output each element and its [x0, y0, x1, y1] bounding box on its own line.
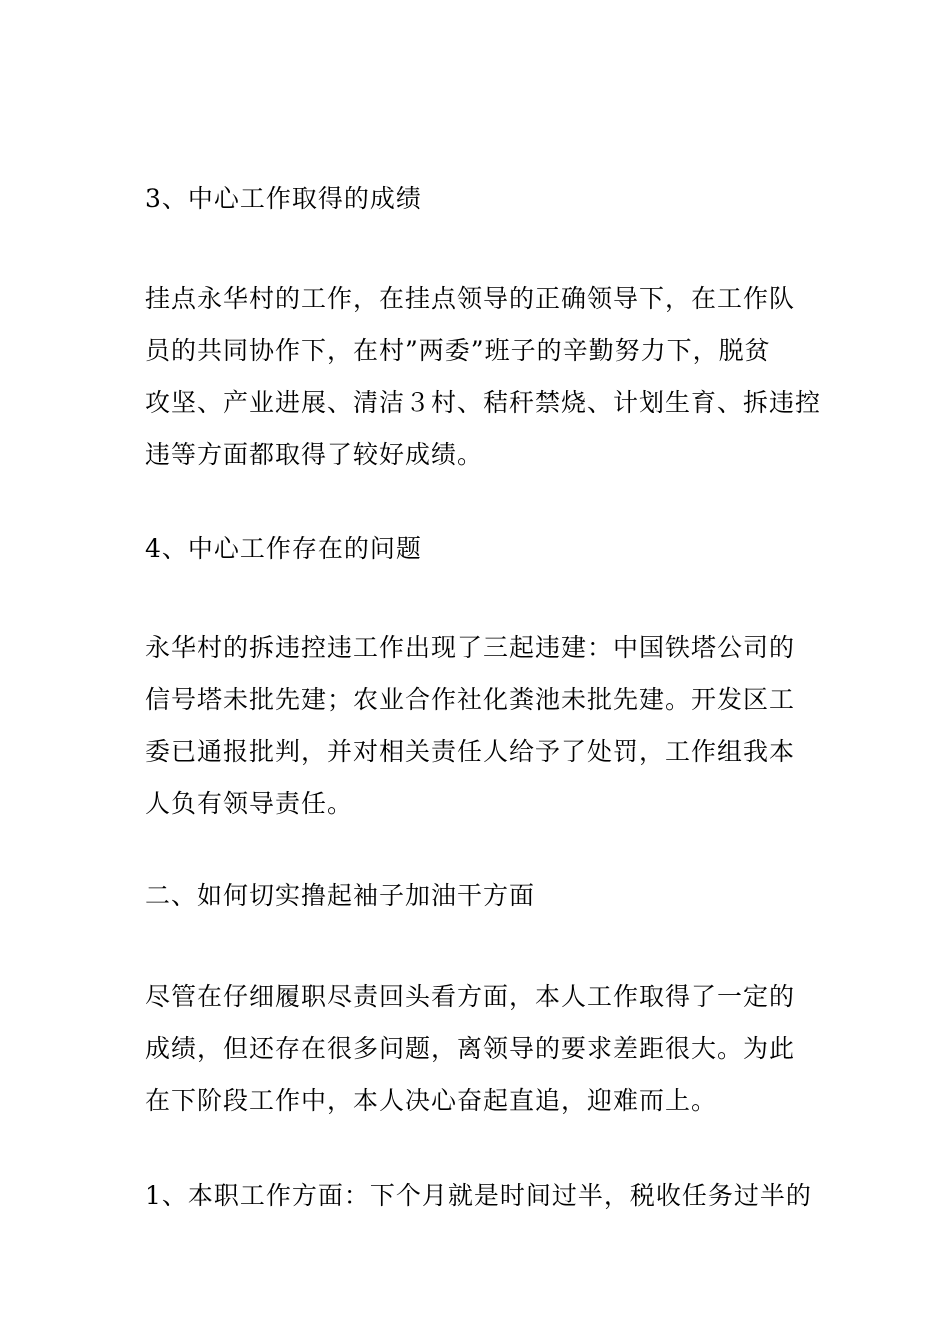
- paragraph-line: 尽管在仔细履职尽责回头看方面，本人工作取得了一定的: [145, 982, 796, 1011]
- paragraph-line: 员的共同协作下，在村”两委”班子的辛勤努力下，脱贫: [145, 336, 771, 365]
- heading-central-work-problems: 4、中心工作存在的问题: [145, 534, 422, 563]
- paragraph-item-one: [145, 1170, 810, 1222]
- heading-central-work-achievements: 3、中心工作取得的成绩: [145, 184, 422, 213]
- paragraph-line: 攻坚、产业进展、清洁３村、秸秆禁烧、计划生育、拆违控: [145, 388, 822, 417]
- heading-section-two: 二、如何切实撸起袖子加油干方面: [145, 881, 536, 910]
- paragraph-line: 违等方面都取得了较好成绩。: [145, 440, 484, 469]
- paragraph-problems: [145, 622, 810, 830]
- paragraph-line: 委已通报批判，并对相关责任人给予了处罚，工作组我本: [145, 737, 796, 766]
- paragraph-line: 1、本职工作方面：下个月就是时间过半，税收任务过半的: [145, 1181, 812, 1210]
- paragraph-intro: [145, 971, 810, 1127]
- paragraph-line: 信号塔未批先建；农业合作社化粪池未批先建。开发区工: [145, 685, 796, 714]
- paragraph-achievements: [145, 273, 822, 481]
- paragraph-line: 永华村的拆违控违工作出现了三起违建：中国铁塔公司的: [145, 633, 796, 662]
- paragraph-line: 成绩，但还存在很多问题，离领导的要求差距很大。为此: [145, 1034, 796, 1063]
- paragraph-line: 人负有领导责任。: [145, 789, 354, 818]
- paragraph-line: 在下阶段工作中，本人决心奋起直追，迎难而上。: [145, 1086, 718, 1115]
- paragraph-line: 挂点永华村的工作，在挂点领导的正确领导下，在工作队: [145, 284, 796, 313]
